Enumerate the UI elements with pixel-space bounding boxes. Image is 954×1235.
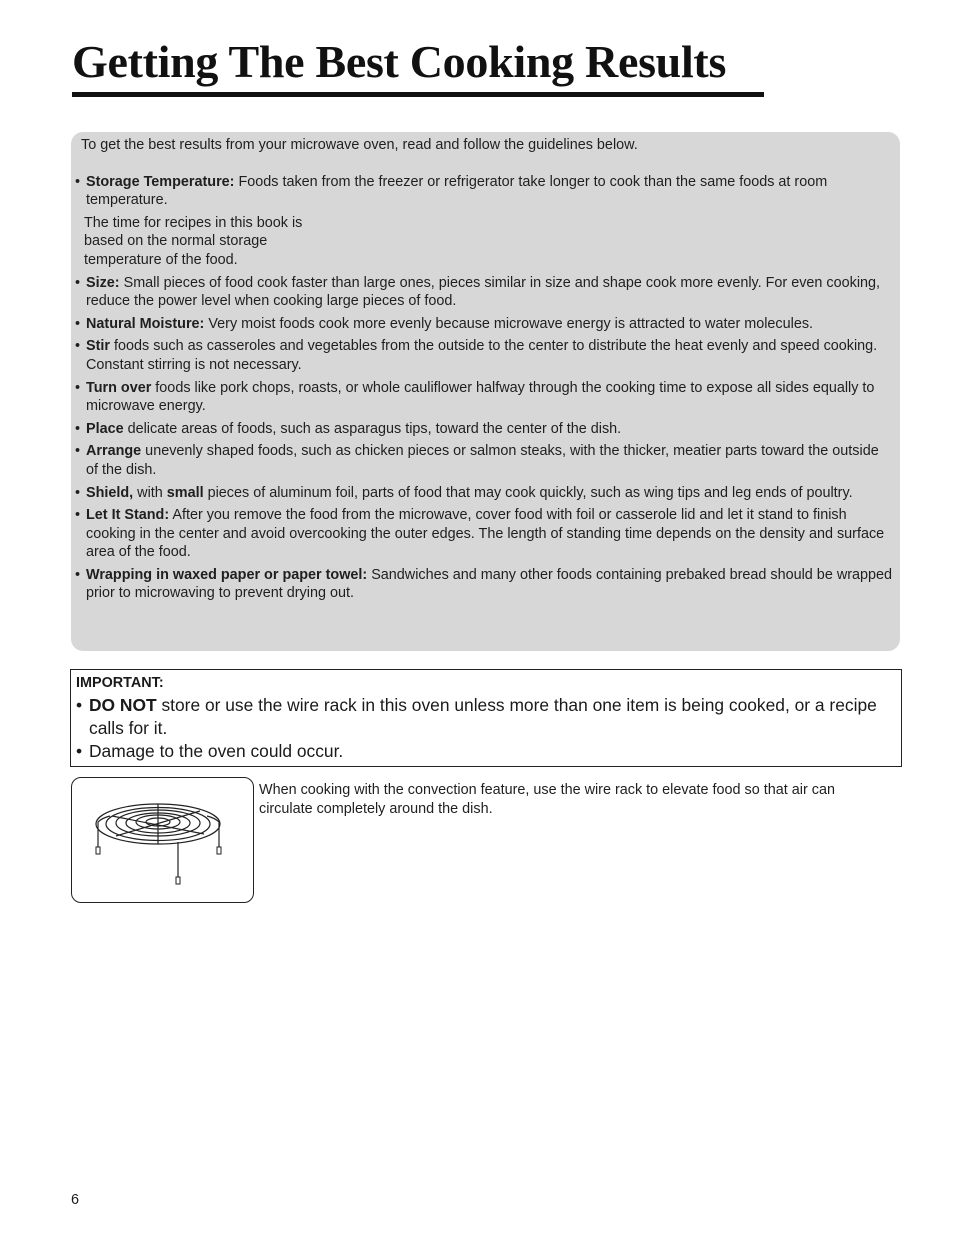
guideline-term: Wrapping in waxed paper or paper towel: — [86, 566, 368, 583]
title-underline — [72, 92, 764, 97]
important-notice — [70, 669, 902, 767]
guideline-term: Size: — [86, 274, 120, 291]
bullet: • — [75, 507, 81, 524]
bullet: • — [75, 274, 81, 291]
guideline-arrange — [75, 442, 894, 479]
rack-caption: When cooking with the convection feature, use the wire rack to elevate food so that air can circulate completely around the dish. — [259, 782, 835, 817]
bullet: • — [75, 443, 81, 460]
bullet: • — [75, 420, 81, 437]
guideline-text: Foods taken from the freezer or refrigerator take longer to cook than the same foods at room temperature. — [86, 173, 828, 209]
important-item-damage — [76, 740, 895, 763]
guideline-term-small: small — [166, 484, 204, 501]
important-term: DO NOT — [89, 695, 157, 715]
wire-rack-illustration — [71, 777, 254, 903]
guideline-size — [75, 274, 894, 311]
page-number: 6 — [71, 1192, 80, 1208]
guideline-stir — [75, 337, 894, 374]
guideline-term: Arrange — [86, 443, 142, 460]
important-item-do-not — [76, 694, 895, 740]
guideline-text: Sandwiches and many other foods containing prebaked bread should be wrapped prior to microwaving to prevent drying out. — [86, 566, 893, 602]
guideline-let-it-stand — [75, 506, 894, 562]
guideline-text: Small pieces of food cook faster than large ones, pieces similar in size and shape cook more evenly. For even cooking, reduce the power level when cooking large pieces of food. — [86, 274, 881, 310]
guideline-term: Place — [86, 420, 124, 437]
important-text: store or use the wire rack in this oven unless more than one item is being cooked, or a recipe calls for it. — [89, 695, 877, 738]
storage-note — [84, 214, 894, 270]
bullet: • — [75, 173, 81, 190]
intro-text: To get the best results from your microwave oven, read and follow the guidelines below. — [81, 137, 638, 153]
important-heading: IMPORTANT: — [76, 675, 164, 691]
guideline-place — [75, 420, 894, 439]
guideline-text: foods such as casseroles and vegetables from the outside to the center to distribute the heat evenly and speed cooking. Constant stirring is not necessary. — [86, 338, 878, 373]
guideline-term: Storage Temperature: — [86, 173, 235, 190]
bullet: • — [76, 741, 83, 761]
bullet: • — [75, 484, 81, 501]
guideline-storage-temperature — [75, 173, 894, 210]
bullet: • — [75, 315, 81, 332]
guideline-text: foods like pork chops, roasts, or whole cauliflower halfway through the cooking time to expose all sides equally to microwave energy. — [86, 379, 875, 415]
guideline-text: with — [133, 484, 167, 501]
guideline-term: Stir — [86, 338, 110, 355]
guideline-turn-over — [75, 379, 894, 416]
guideline-natural-moisture — [75, 315, 894, 334]
guideline-term: Natural Moisture: — [86, 315, 205, 332]
guideline-text: Very moist foods cook more evenly because microwave energy is attracted to water molecules. — [204, 315, 814, 332]
guideline-term: Let It Stand: — [86, 507, 170, 524]
guideline-text: pieces of aluminum foil, parts of food that may cook quickly, such as wing tips and leg ends of poultry. — [203, 484, 853, 501]
storage-note-text: The time for recipes in this book is based on the normal storage temperature of the food. — [84, 214, 303, 268]
wire-rack-icon — [72, 778, 255, 904]
page-title: Getting The Best Cooking Results — [72, 36, 727, 87]
guideline-wrapping — [75, 566, 894, 603]
bullet: • — [75, 379, 81, 396]
important-text: Damage to the oven could occur. — [89, 741, 344, 761]
bullet: • — [75, 338, 81, 355]
bullet: • — [76, 695, 83, 715]
guideline-text: delicate areas of foods, such as asparagus tips, toward the center of the dish. — [123, 420, 622, 437]
guideline-shield — [75, 484, 894, 503]
guidelines-panel — [71, 132, 900, 651]
guideline-text: After you remove the food from the microwave, cover food with foil or casserole lid and let it stand to finish cooking in the center and avoid overcooking the outer edges. The length of standing time depends on the density and surface area of the food. — [86, 507, 885, 561]
guideline-term: Turn over — [86, 379, 152, 396]
guideline-text: unevenly shaped foods, such as chicken pieces or salmon steaks, with the thicker, meatier parts toward the outside of the dish. — [86, 443, 879, 478]
guideline-term: Shield, — [86, 484, 134, 501]
bullet: • — [75, 566, 81, 583]
